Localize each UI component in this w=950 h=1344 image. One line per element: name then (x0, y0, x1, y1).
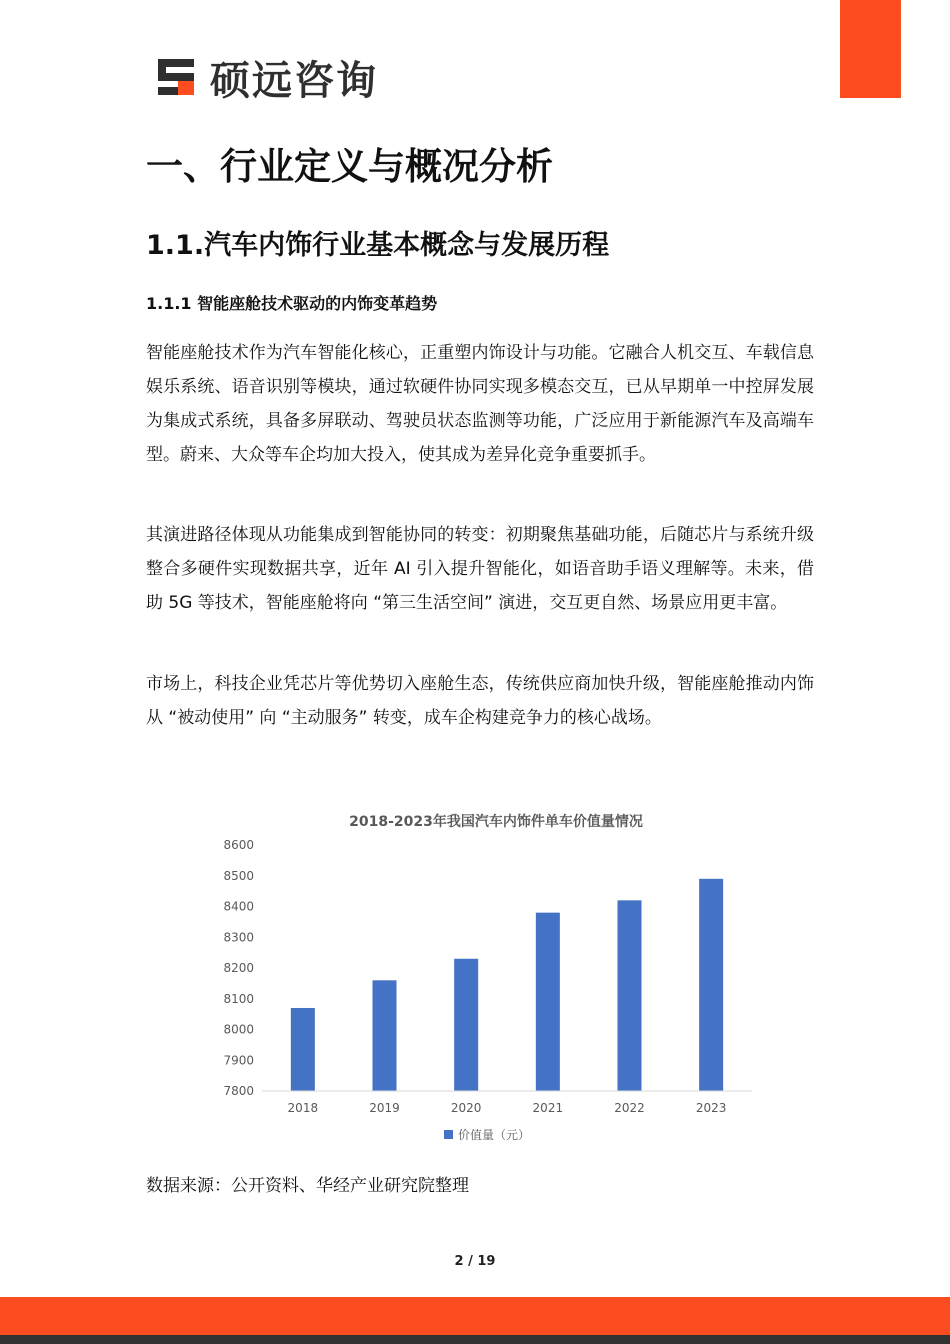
y-tick-label: 8100 (223, 991, 254, 1006)
bar-2022 (618, 900, 642, 1091)
bar-2020 (454, 959, 478, 1091)
x-tick-label: 2019 (369, 1101, 400, 1115)
y-tick-label: 7800 (223, 1084, 254, 1098)
y-tick-label: 8400 (223, 899, 254, 914)
paragraph: 其演进路径体现从功能集成到智能协同的转变：初期聚焦基础功能，后随芯片与系统升级整合多硬件实现数据共享，近年 AI 引入提升智能化，如语音助手语义理解等。未来，借助 5G 等技术，智能座舱将向 “第三生活空间” 演进，交互更自然、场景应用更丰富。 (146, 525, 814, 613)
footer-accent-bar (0, 1297, 950, 1335)
bar-2019 (373, 980, 397, 1091)
y-tick-label: 8600 (223, 838, 254, 852)
paragraph: 市场上，科技企业凭芯片等优势切入座舱生态，传统供应商加快升级，智能座舱推动内饰从 “被动使用” 向 “主动服务” 转变，成车企构建竞争力的核心战场。 (146, 674, 814, 728)
page-number: 2 / 19 (454, 1254, 496, 1269)
corner-accent-block (840, 0, 901, 98)
logo-mark-icon (154, 55, 200, 99)
data-source-note: 数据来源：公开资料、华经产业研究院整理 (146, 1176, 469, 1196)
y-tick-label: 8000 (223, 1022, 254, 1037)
bar-2023 (699, 879, 723, 1091)
bar-2018 (291, 1008, 315, 1091)
x-tick-label: 2023 (695, 1101, 727, 1115)
x-tick-label: 2022 (614, 1101, 645, 1115)
chart-title: 2018-2023年我国汽车内饰件单车价值量情况 (349, 814, 643, 830)
sub-subsection-title: 1.1.1 智能座舱技术驱动的内饰变革趋势 (146, 294, 438, 313)
section-title: 一、行业定义与概况分析 (146, 145, 553, 188)
subsection-title: 1.1.汽车内饰行业基本概念与发展历程 (146, 230, 610, 261)
y-tick-label: 7900 (223, 1053, 254, 1068)
brand-logo (154, 54, 378, 104)
y-tick-label: 8300 (223, 930, 254, 945)
logo-text: 硕远咨询 (210, 57, 378, 104)
x-tick-label: 2021 (532, 1101, 564, 1115)
legend-label: 价值量（元） (458, 1128, 531, 1142)
y-tick-label: 8200 (223, 961, 254, 975)
footer-dark-strip (0, 1335, 950, 1344)
x-tick-label: 2018 (287, 1101, 319, 1115)
paragraph: 智能座舱技术作为汽车智能化核心，正重塑内饰设计与功能。它融合人机交互、车载信息娱乐系统、语音识别等模块，通过软硬件协同实现多模态交互，已从早期单一中控屏发展为集成式系统，具备多屏联动、驾驶员状态监测等功能，广泛应用于新能源汽车及高端车型。蔚来、大众等车企均加大投入，使其成为差异化竞争重要抓手。 (146, 343, 814, 465)
value-bar-chart (216, 800, 776, 1155)
x-tick-label: 2020 (450, 1101, 482, 1115)
y-tick-label: 8500 (223, 868, 254, 883)
bar-2021 (536, 913, 560, 1091)
legend-swatch (444, 1130, 453, 1139)
